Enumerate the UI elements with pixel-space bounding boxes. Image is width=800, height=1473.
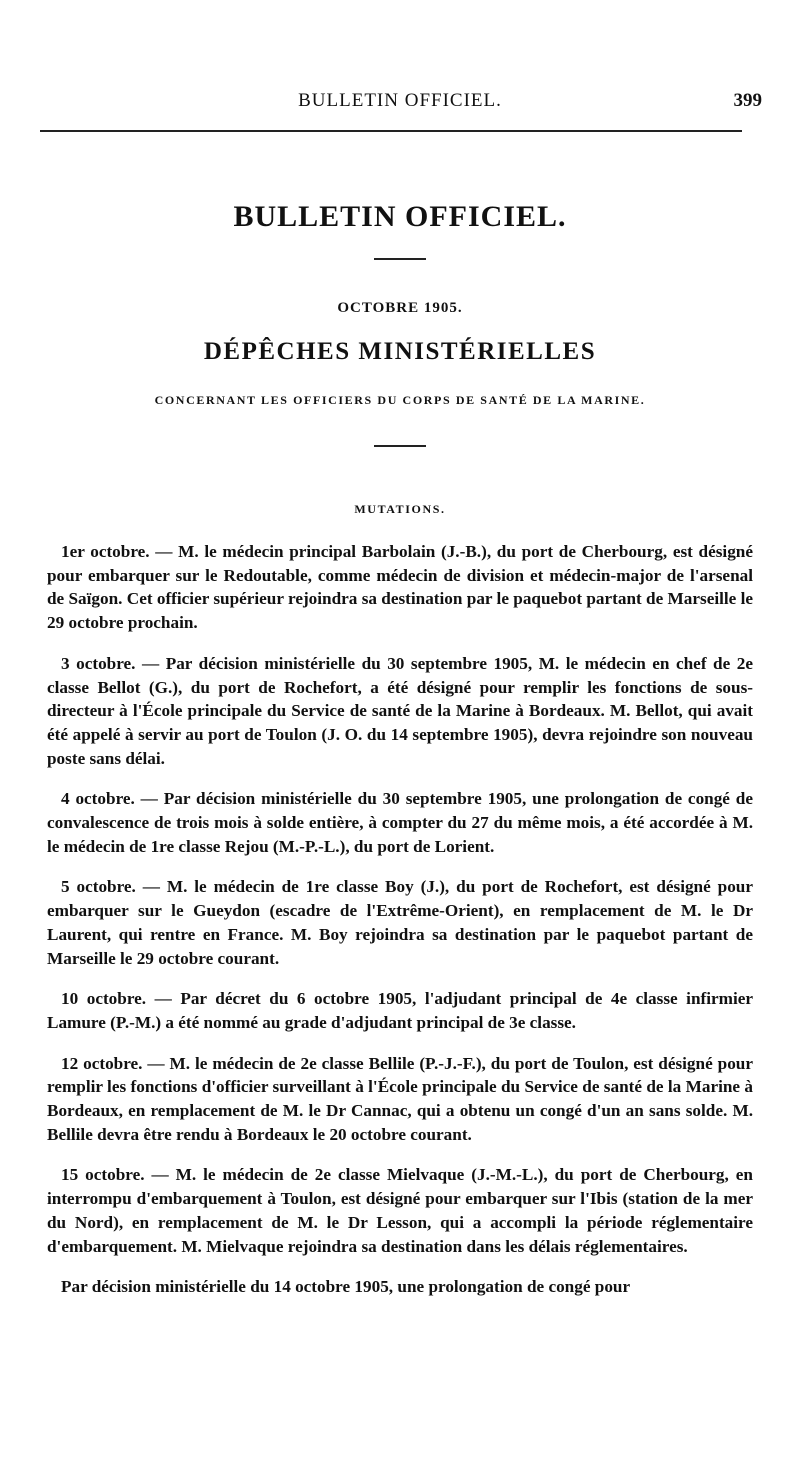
section-title: DÉPÊCHES MINISTÉRIELLES — [203, 338, 597, 365]
section-subtitle: CONCERNANT LES OFFICIERS DU CORPS DE SANTÉ DE LA MARINE. — [154, 393, 646, 407]
month-heading: OCTOBRE 1905. — [337, 300, 463, 316]
page-number: 399 — [733, 90, 762, 111]
header-rule — [40, 130, 742, 132]
paragraph-1er-octobre: 1er octobre. — M. le médecin principal Barbolain (J.-B.), du port de Cherbourg, est désigné pour embarquer sur le Redoutable, comme médecin de division et médecin-major de l'arsenal de Saïgon. Cet officier supérieur rejoindra sa destination par le paquebot partant de Marseille le 29 octobre prochain. — [47, 542, 753, 633]
paragraph-4-octobre: 4 octobre. — Par décision ministérielle du 30 septembre 1905, une prolongation de congé de convalescence de trois mois à solde entière, à compter du 27 du même mois, a été accordée à M. le médecin de 1re classe Rejou (M.-P.-L.), du port de Lorient. — [47, 789, 753, 856]
paragraph-3-octobre: 3 octobre. — Par décision ministérielle du 30 septembre 1905, M. le médecin en chef de 2e classe Bellot (G.), du port de Rochefort, a été désigné pour remplir les fonctions de sous-directeur à l'École principale du Service de santé de la Marine à Bordeaux. M. Bellot, qui avait été appelé à servir au port de Toulon (J. O. du 14 septembre 1905), devra rejoindre son nouveau poste sans délai. — [47, 653, 753, 768]
section-divider — [374, 445, 426, 447]
bulletin-title: BULLETIN OFFICIEL. — [233, 200, 567, 233]
paragraph-10-octobre: 10 octobre. — Par décret du 6 octobre 1905, l'adjudant principal de 4e classe infirmier Lamure (P.-M.) a été nommé au grade d'adjudant principal de 3e classe. — [47, 989, 753, 1032]
title-divider — [374, 258, 426, 260]
article-body — [47, 540, 753, 1299]
paragraph-5-octobre: 5 octobre. — M. le médecin de 1re classe Boy (J.), du port de Rochefort, est désigné pour embarquer sur le Gueydon (escadre de l'Extrême-Orient), en remplacement de M. le Dr Laurent, qui rentre en France. M. Boy rejoindra sa destination par le paquebot partant de Marseille le 29 octobre courant. — [47, 877, 753, 968]
paragraph-15-octobre: 15 octobre. — M. le médecin de 2e classe Mielvaque (J.-M.-L.), du port de Cherbourg, en interrompu d'embarquement à Toulon, est désigné pour embarquer sur l'Ibis (station de la mer du Nord), en remplacement de M. le Dr Lesson, qui a accompli la période réglementaire d'embarquement. M. Mielvaque rejoindra sa destination dans les délais réglementaires. — [47, 1165, 753, 1256]
paragraph-decision-14-octobre: Par décision ministérielle du 14 octobre 1905, une prolongation de congé pour — [61, 1277, 631, 1297]
running-header — [0, 90, 800, 120]
running-title: BULLETIN OFFICIEL. — [298, 90, 502, 111]
mutations-heading: MUTATIONS. — [354, 502, 446, 516]
paragraph-12-octobre: 12 octobre. — M. le médecin de 2e classe Bellile (P.-J.-F.), du port de Toulon, est désigné pour remplir les fonctions d'officier surveillant à l'École principale du Service de santé de la Marine à Bordeaux, en remplacement de M. le Dr Cannac, qui a obtenu un congé d'un an sans solde. M. Bellile devra être rendu à Bordeaux le 20 octobre courant. — [47, 1053, 753, 1144]
